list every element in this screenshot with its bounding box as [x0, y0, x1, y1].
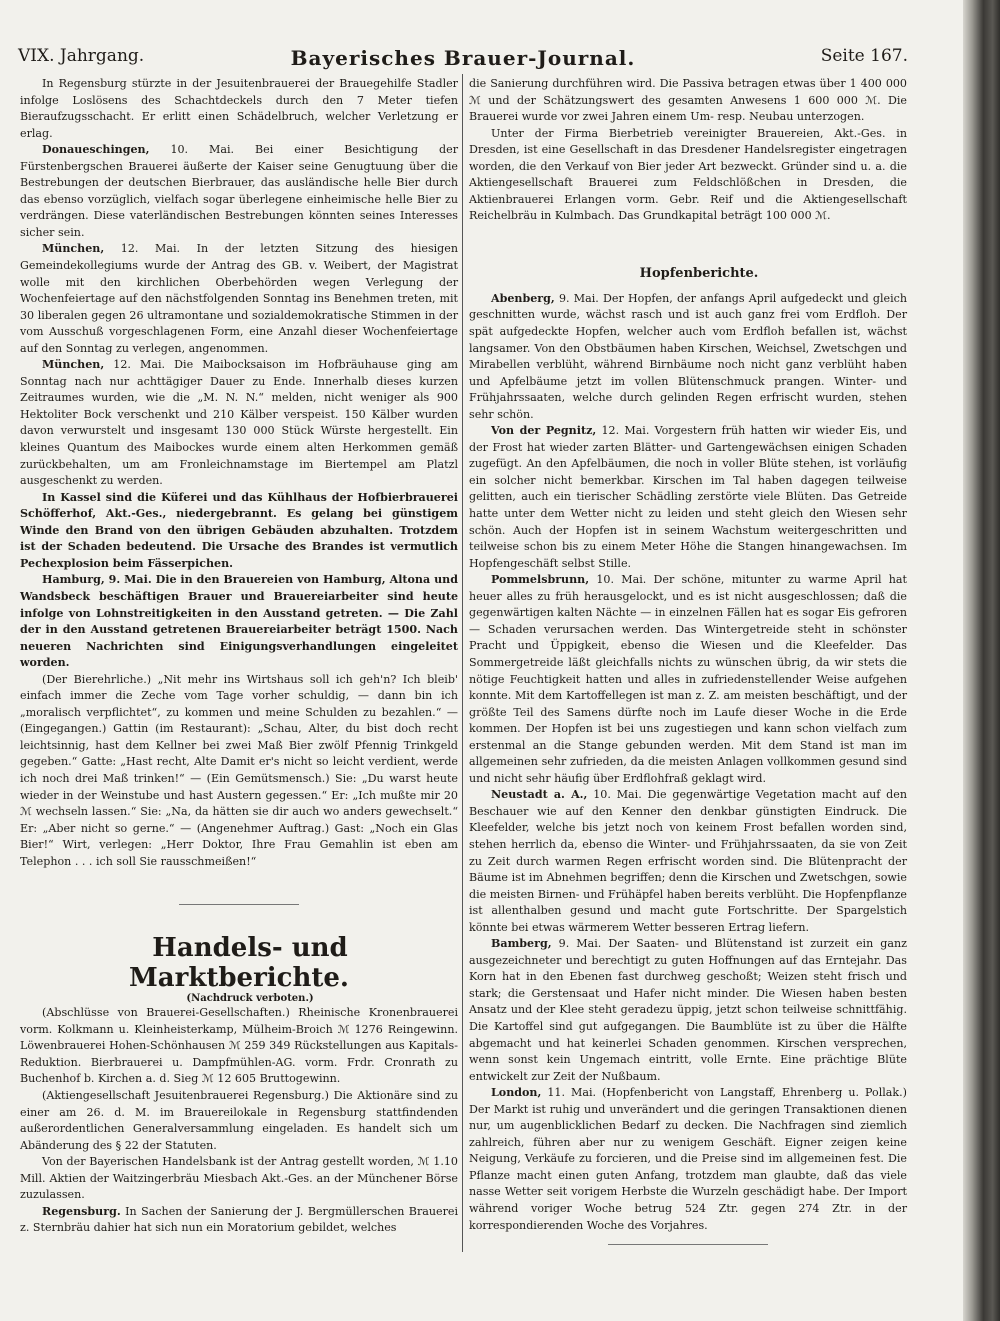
- report-text: 9. Mai. Der Saaten- und Blütenstand ist zurzeit ein ganz ausgezeichneter und berechtigt zu guten Hoffnungen auf das Erntejahr. Das Korn hat in den Ebenen fast durchweg geschoßt; Weizen steht frisch und stark; die Gerstensaat und Hafer nicht minder. Die Wiesen haben besten Ansatz und der Klee steht geradezu üppig, jetzt schon teilweise schnittfähig. Die Kartoffel sind gut aufgegangen. Die Baumblüte ist zu über die Hälfte abgemacht und hat keinerlei Schaden genommen. Kirschen versprechen, wenn sonst kein Ungemach eintritt, volle Ernte. Eine prächtige Blüte entwickelt zur Zeit der Nußbaum.: [469, 937, 907, 1083]
- page-number: Seite 167.: [820, 46, 908, 66]
- report-neustadt: [469, 787, 907, 936]
- report-bamberg: [469, 936, 907, 1085]
- dateline: Neustadt a. A.,: [491, 788, 588, 802]
- report-text: 12. Mai. Vorgestern früh hatten wir wieder Eis, und der Frost hat wieder zarten Blätter- und Gartengewächsen einigen Schaden zugefügt. An den Apfelbäumen, die noch in voller Blüte stehen, ist vorläufig ein solcher nicht bemerkbar. Kirschen im Tal haben dagegen teilweise gelitten, auch ein tierischer Schädling zerstörte viele Blüten. Das Getreide hatte unter dem Wetter nicht zu leiden und steht gleich den Wiesen sehr schön. Auch der Hopfen ist in seinem Wachstum weitergeschritten und teilweise schon bis zu einem Meter Höhe die Stangen hinangewachsen. Im Hopfengeschäft selbst Stille.: [469, 424, 907, 570]
- article-text: 12. Mai. Die Maibocksaison im Hofbräuhause ging am Sonntag nach nur achttägiger Dauer zu Ende. Innerhalb dieses kurzen Zeitraumes wurden, wie die „M. N. N.“ melden, nicht weniger als 900 Hektoliter Bock verschenkt und 210 Kälber verspeist. 150 Kälber wurden davon verwurstelt und insgesamt 130 000 Stück Würste hergestellt. Ein kleines Quantum des Maibockes wurde einem alten Herkommen gemäß zurückbehalten, um am Fronleichnamstage im Biertempel am Platzl ausgeschenkt zu werden.: [20, 358, 458, 488]
- section-title-hopfen: Hopfenberichte.: [639, 265, 759, 281]
- report-abenberg: [469, 291, 907, 423]
- report-text: 10. Mai. Die gegenwärtige Vegetation macht auf den Beschauer wie auf den Kenner den denkbar günstigten Eindruck. Die Kleefelder, welche bis jetzt noch von keinem Frost befallen worden sind, stehen herrlich da, ebenso die Winter- und Frühjahrssaaten, da sie von Zeit zu Zeit durch warmen Regen erfrischt worden sind. Die Blütenpracht der Bäume ist im Abnehmen begriffen; denn die Kirschen und Zwetschgen, sowie die meisten Birnen- und Frühäpfel haben bereits verblüht. Die Hopfenpflanze ist allenthalben gesund und macht gute Fortschritte. Der Spargelstich könnte bei etwas wärmerem Wetter besseren Ertrag liefern.: [469, 788, 907, 934]
- section-subtitle: (Nachdruck verboten.): [186, 993, 314, 1005]
- dateline: München,: [42, 358, 105, 372]
- section-title-handel: Handels- und Marktberichte.: [129, 933, 349, 994]
- spacer: [469, 283, 907, 291]
- dateline: London,: [491, 1086, 542, 1100]
- right-column: [469, 76, 907, 1245]
- report-text: 10. Mai. Der schöne, mitunter zu warme April hat heuer alles zu früh herausgelockt, und es ist nicht ausgeschlossen; daß die gegenwärtigen kalten Nächte — in einzelnen Fällen hat es sogar Eis gefroren — Schaden verursachen werden. Das Wintergetreide steht in schönster Pracht und Üppigkeit, ebenso die Wiesen und die Kleefelder. Das Sommergetreide läßt gleichfalls nichts zu wünschen übrig, da wir stets die nötige Feuchtigkeit hatten und alles in zufriedenstellender Weise aufgehen konnte. Mit dem Kartoffellegen ist man z. Z. am meisten beschäftigt, und der größte Teil des Samens dürfte noch im Laufe dieser Woche in die Erde kommen. Der Hopfen ist bei uns zugestiegen und kann schon vielfach zum erstenmal an die Stange gebunden werden. Mit dem Stand ist man im allgemeinen sehr zufrieden, da die meisten Anlagen vollkommen gesund sind und nicht sehr häufig über Erdflohfraß geklagt wird.: [469, 573, 907, 785]
- spacer: [469, 1234, 907, 1244]
- spacer: [20, 870, 458, 904]
- spacer: [20, 905, 458, 933]
- report-pegnitz: [469, 423, 907, 572]
- dateline: Hamburg,: [42, 573, 105, 587]
- dateline: Von der Pegnitz,: [491, 424, 597, 438]
- article-humor: (Der Bierehrliche.) „Nit mehr ins Wirtshaus soll ich geh'n? Ich bleib' einfach immer die Zeche vom Tage vorher schuldig, — dann bin ich „moralisch verpflichtet“, zu kommen und meine Schulden zu bezahlen.“ — (Eingegangen.) Gattin (im Restaurant): „Schau, Alter, du bist doch recht leichtsinnig, hast dem Kellner bei zwei Maß Bier zwölf Pfennig Trinkgeld gegeben.“ Gatte: „Hast recht, Alte Damit er's nicht so leicht verdient, werde ich noch drei Maß trinken!“ — (Ein Gemütsmensch.) Sie: „Du warst heute wieder in der Weinstube und hast Austern gegessen.“ Er: „Ich mußte mir 20 ℳ wechseln lassen.“ Sie: „Na, da hätten sie dir auch wo anders gewechselt.“ Er: „Aber nicht so gerne.“ — (Angenehmer Auftrag.) Gast: „Noch ein Glas Bier!“ Wirt, verlegen: „Herr Doktor, Ihre Frau Gemahlin ist eben am Telephon . . . ich soll Sie rausschmeißen!“: [20, 672, 458, 868]
- end-rule: [608, 1244, 768, 1245]
- article-muenchen-feiertage: [20, 241, 458, 357]
- volume-label: VIX. Jahrgang.: [18, 46, 145, 66]
- dateline: Bamberg,: [491, 937, 552, 951]
- article-sanierung-cont: die Sanierung durchführen wird. Die Passiva betragen etwas über 1 400 000 ℳ und der Schätzungswert des gesamten Anwesens 1 600 000 ℳ. Die Brauerei wurde vor zwei Jahren einem Um- resp. Neubau unterzogen.: [469, 77, 907, 124]
- article-dresden: Unter der Firma Bierbetrieb vereinigter Brauereien, Akt.-Ges. in Dresden, ist eine Gesellschaft in das Dresdener Handelsregister eingetragen worden, die den Verkauf von Bier jeder Art bezweckt. Gründer sind u. a. die Aktiengesellschaft Brauerei zum Feldschlößchen in Dresden, die Aktienbrauerei Erlangen vorm. Gebr. Reif und die Aktiengesellschaft Reichelbräu in Kulmbach. Das Grundkapital beträgt 100 000 ℳ.: [469, 126, 907, 223]
- column-divider: [462, 74, 463, 1252]
- dateline: Abenberg,: [491, 291, 555, 305]
- dateline: Regensburg.: [42, 1204, 121, 1218]
- article-text: 9. Mai. Die in den Brauereien von Hamburg, Altona und Wandsbeck beschäftigen Brauer und Brauereiarbeiter sind heute infolge von Lohnstreitigkeiten in den Ausstand getreten. — Die Zahl der in den Ausstand getretenen Brauereiarbeiter beträgt 1500. Nach neueren Nachrichten sind Einigungsverhandlungen eingeleitet worden.: [20, 573, 458, 670]
- page-header: [18, 46, 908, 74]
- article-text: 12. Mai. In der letzten Sitzung des hiesigen Gemeindekollegiums wurde der Antrag des GB. v. Weibert, der Magistrat wolle mit den kirchlichen Oberbehörden wegen Verlegung der Wochenfeiertage auf den nächstfolgenden Sonntag ins Benehmen treten, mit 30 liberalen gegen 26 ultramontane und sozialdemokratische Stimmen in der vom Ausschuß vorgeschlagenen Form, eine Anzahl dieser Wochenfeiertage auf den Sonntag zu verlegen, angenommen.: [20, 242, 458, 355]
- article-text: In Sachen der Sanierung der J. Bergmüllerschen Brauerei z. Sternbräu dahier hat sich nun ein Moratorium gebildet, welches: [20, 1204, 458, 1235]
- article-handelsbank: Von der Bayerischen Handelsbank ist der Antrag gestellt worden, ℳ 1.10 Mill. Aktien der Waitzingerbräu Miesbach Akt.-Ges. an der Münchener Börse zuzulassen.: [20, 1155, 458, 1202]
- report-text: 11. Mai. (Hopfenbericht von Langstaff, Ehrenberg u. Pollak.) Der Markt ist ruhig und unverändert und die geringen Transaktionen dienen nur, um augenblicklichen Bedarf zu decken. Die Nachfragen sind ziemlich zahlreich, führen aber nur zu wenigem Geschäft. Eigner zeigen keine Neigung, Verkäufe zu forcieren, und die Preise sind im allgemeinen fest. Die Pflanze macht einen guten Anfang, trotzdem man glaubte, daß das viele nasse Wetter seit vorigem Herbste die Wurzeln geschädigt habe. Der Import während voriger Woche betrug 524 Ztr. gegen 274 Ztr. in der korrespondierenden Woche des Vorjahres.: [469, 1086, 907, 1232]
- article-hamburg-strike: [20, 572, 458, 671]
- article-muenchen-maibock: [20, 357, 458, 489]
- report-pommelsbrunn: [469, 572, 907, 787]
- article-regensburg-accident: In Regensburg stürzte in der Jesuitenbrauerei der Brauegehilfe Stadler infolge Loslösens des Schachtdeckels durch den 7 Meter tiefen Bieraufzugsschacht. Er erlitt einen Schädelbruch, welcher Verletzung er erlag.: [20, 77, 458, 140]
- dateline: Pommelsbrunn,: [491, 573, 590, 587]
- dateline: Donaueschingen,: [42, 143, 150, 157]
- article-kassel-fire: In Kassel sind die Küferei und das Kühlhaus der Hofbierbrauerei Schöfferhof, Akt.-Ges., niedergebrannt. Es gelang bei günstigem Winde den Brand von den übrigen Gebäuden abzuhalten. Trotzdem ist der Schaden bedeutend. Die Ursache des Brandes ist vermutlich Pechexplosion beim Fässerpichen.: [20, 490, 458, 570]
- book-spine: [963, 0, 1000, 1321]
- report-text: 9. Mai. Der Hopfen, der anfangs April aufgedeckt und gleich geschnitten wurde, wächst rasch und ist auch ganz frei vom Erdfloh. Der spät aufgedeckte Hopfen, welcher auch vom Erdfloh befallen ist, wächst langsamer. Von den Obstbäumen haben Kirschen, Weichsel, Zwetschgen und Mirabellen verblüht, während Birnbäume noch nicht ganz verblüht haben und Apfelbäume jetzt im vollen Blütenschmuck prangen. Winter- und Frühjahrssaaten, welche durch gelinden Regen erfrischt wurden, stehen sehr schön.: [469, 291, 907, 421]
- article-regensburg-sanierung: [20, 1204, 458, 1237]
- spacer: [469, 225, 907, 265]
- dateline: München,: [42, 242, 105, 256]
- left-column: [20, 76, 458, 1237]
- article-jesuitenbrauerei: (Aktiengesellschaft Jesuitenbrauerei Regensburg.) Die Aktionäre sind zu einer am 26. d. M. im Brauereilokale in Regensburg stattfindenden außerordentlichen Generalversammlung eingeladen. Es handelt sich um Abänderung des § 22 der Statuten.: [20, 1088, 458, 1152]
- article-abschluesse: (Abschlüsse von Brauerei-Gesellschaften.) Rheinische Kronenbrauerei vorm. Kolkmann u. Kleinheisterkamp, Mülheim-Broich ℳ 1276 Reingewinn. Löwenbrauerei Hohen-Schönhausen ℳ 259 349 Rückstellungen aus Kapitals-Reduktion. Bierbrauerei u. Dampfmühlen-AG. vorm. Frdr. Cronrath zu Buchenhof b. Kirchen a. d. Sieg ℳ 12 605 Bruttogewinn.: [20, 1006, 458, 1086]
- article-text: 10. Mai. Bei einer Besichtigung der Fürstenbergschen Brauerei äußerte der Kaiser seine Genugtuung über die Bestrebungen der deutschen Bierbrauer, das ausländische helle Bier durch das ebenso vorzüglich, vielfach sogar überlegene einheimische helle Bier zu verdrängen. Diese vaterländischen Bestrebungen könnten seines Interesses sicher sein.: [20, 143, 458, 239]
- journal-title: Bayerisches Brauer-Journal.: [290, 46, 636, 70]
- report-london: [469, 1085, 907, 1234]
- article-donaueschingen: [20, 142, 458, 241]
